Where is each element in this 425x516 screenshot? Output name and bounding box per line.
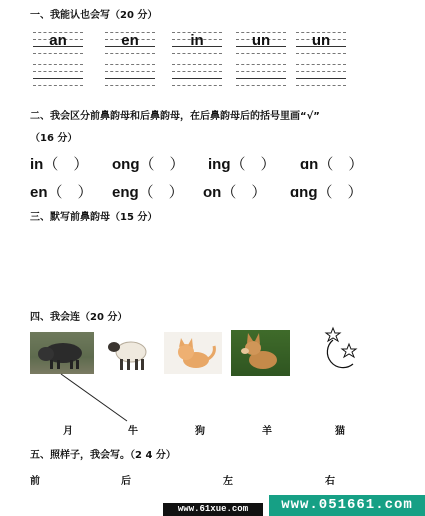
option-eng: eng <box>112 184 139 201</box>
word-gou[interactable]: 狗 <box>195 426 205 437</box>
pinyin-un-1: un <box>251 32 271 49</box>
section3-heading: 三、默写前鼻韵母（15 分） <box>30 212 158 223</box>
section1-heading: 一、我能认也会写（20 分） <box>30 10 158 21</box>
word-mao[interactable]: 猫 <box>335 426 345 437</box>
section2-heading: 二、我会区分前鼻韵母和后鼻韵母，在后鼻韵母后的括号里画“√” <box>30 111 320 122</box>
answer-bracket[interactable]: （ ） <box>317 184 363 201</box>
site-banner-051661[interactable] <box>269 495 425 516</box>
option-an: ɑn <box>300 156 319 173</box>
word-yue[interactable]: 月 <box>63 426 73 437</box>
section5-heading: 五、照样子，我会写。（2 4 分） <box>30 450 176 461</box>
answer-bracket[interactable]: （ ） <box>43 156 89 173</box>
option-ing: ing <box>208 156 231 173</box>
pinyin-un-2: un <box>311 32 331 49</box>
word-zuo: 左 <box>223 476 233 487</box>
answer-bracket[interactable]: （ ） <box>221 184 267 201</box>
option-on: on <box>203 184 222 201</box>
option-ong: ong <box>112 156 140 173</box>
site-61xue-text: www.61xue.com <box>177 504 249 514</box>
pinyin-en: en <box>121 32 139 49</box>
word-hou: 后 <box>121 476 131 487</box>
word-yang[interactable]: 羊 <box>262 426 272 437</box>
answer-bracket[interactable]: （ ） <box>47 184 93 201</box>
section4-heading: 四、我会连（20 分） <box>30 312 128 323</box>
word-you: 右 <box>325 476 335 487</box>
site-051661-text: www.051661.com <box>281 497 413 513</box>
word-qian: 前 <box>30 476 40 487</box>
answer-bracket[interactable]: （ ） <box>138 184 184 201</box>
answer-bracket[interactable]: （ ） <box>318 156 364 173</box>
answer-bracket[interactable]: （ ） <box>230 156 276 173</box>
section2-points: （16 分） <box>30 133 78 144</box>
pinyin-in: in <box>190 32 204 49</box>
site-banner-61xue[interactable] <box>163 503 263 516</box>
answer-bracket[interactable]: （ ） <box>139 156 185 173</box>
option-ang: ɑng <box>290 184 318 201</box>
word-niu[interactable]: 牛 <box>128 426 138 437</box>
pinyin-an: an <box>49 32 67 49</box>
option-en: en <box>30 184 48 201</box>
option-in: in <box>30 156 44 173</box>
